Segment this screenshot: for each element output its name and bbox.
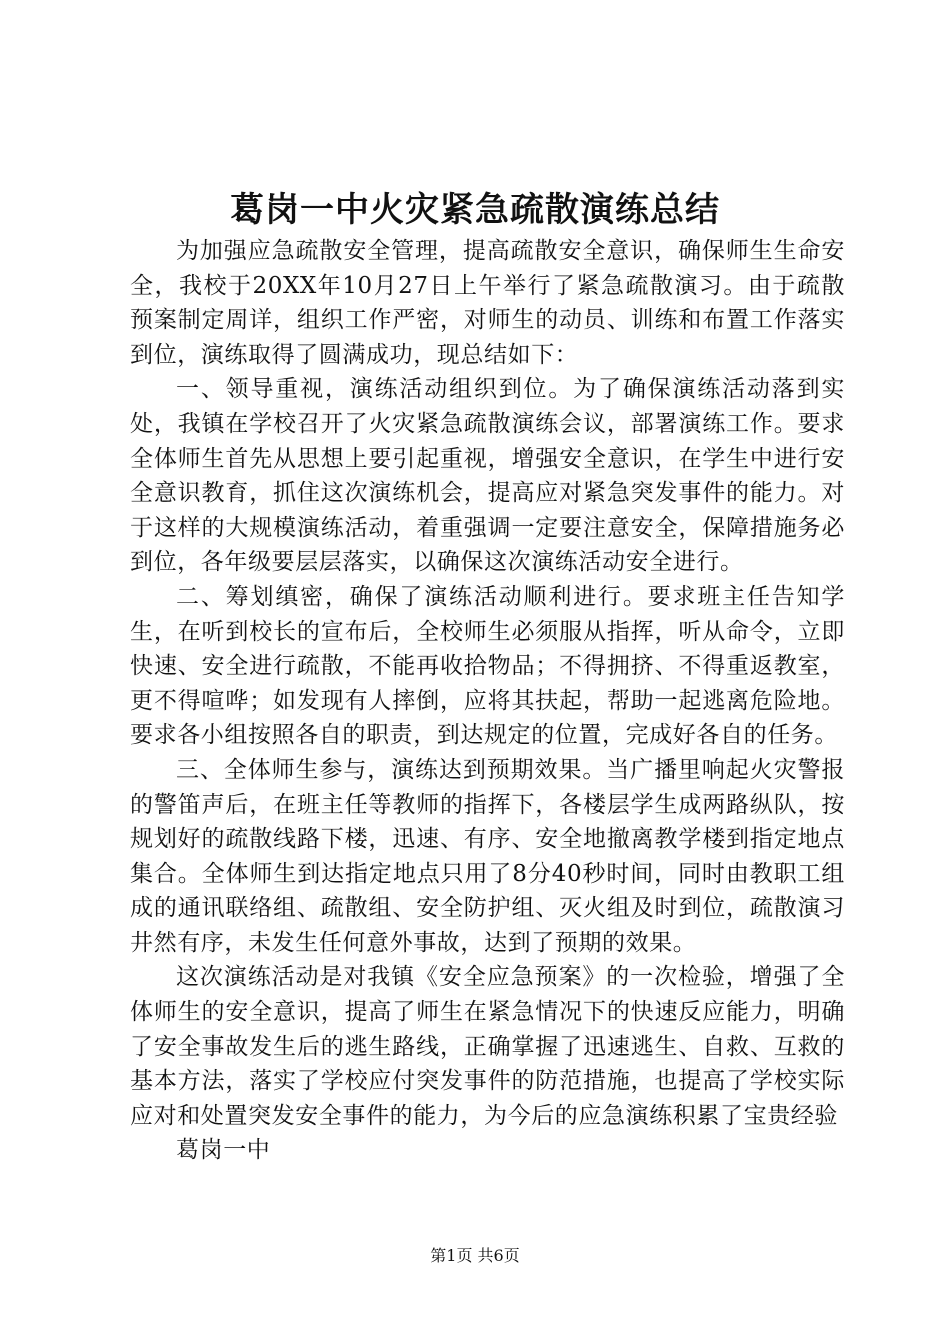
document-title: 葛岗一中火灾紧急疏散演练总结 xyxy=(230,190,720,230)
paragraph-section-1: 一、领导重视，演练活动组织到位。为了确保演练活动落到实处，我镇在学校召开了火灾紧急疏散演练会议，部署演练工作。要求全体师生首先从思想上要引起重视，增强安全意识，在学生中进行安全意识教育，抓住这次演练机会，提高应对紧急突发事件的能力。对于这样的大规模演练活动，着重强调一定要注意安全，保障措施务必到位，各年级要层层落实，以确保这次演练活动安全进行。 xyxy=(130,376,845,576)
document-body xyxy=(130,234,845,1168)
page-footer: 第1页 共6页 xyxy=(430,1246,520,1265)
paragraph-section-2: 二、筹划缜密，确保了演练活动顺利进行。要求班主任告知学生，在听到校长的宣布后，全校师生必须服从指挥，听从命令，立即快速、安全进行疏散，不能再收拾物品；不得拥挤、不得重返教室，更不得喧哗；如发现有人摔倒，应将其扶起，帮助一起逃离危险地。要求各小组按照各自的职责，到达规定的位置，完成好各自的任务。 xyxy=(130,583,845,749)
paragraph-intro: 为加强应急疏散安全管理，提高疏散安全意识，确保师生生命安全，我校于20XX年10月27日上午举行了紧急疏散演习。由于疏散预案制定周详，组织工作严密，对师生的动员、训练和布置工作落实到位，演练取得了圆满成功，现总结如下： xyxy=(130,238,845,368)
paragraph-section-3: 三、全体师生参与，演练达到预期效果。当广播里响起火灾警报的警笛声后，在班主任等教师的指挥下，各楼层学生成两路纵队，按规划好的疏散线路下楼，迅速、有序、安全地撤离教学楼到指定地点集合。全体师生到达指定地点只用了8分40秒时间，同时由教职工组成的通讯联络组、疏散组、安全防护组、灭火组及时到位，疏散演习井然有序，未发生任何意外事故，达到了预期的效果。 xyxy=(130,756,845,956)
paragraph-conclusion: 这次演练活动是对我镇《安全应急预案》的一次检验，增强了全体师生的安全意识，提高了师生在紧急情况下的快速反应能力，明确了安全事故发生后的逃生路线，正确掌握了迅速逃生、自救、互救的基本方法，落实了学校应付突发事件的防范措施，也提高了学校实际应对和处置突发安全事件的能力，为今后的应急演练积累了宝贵经验 xyxy=(130,964,845,1129)
document-signature: 葛岗一中 xyxy=(176,1137,271,1164)
